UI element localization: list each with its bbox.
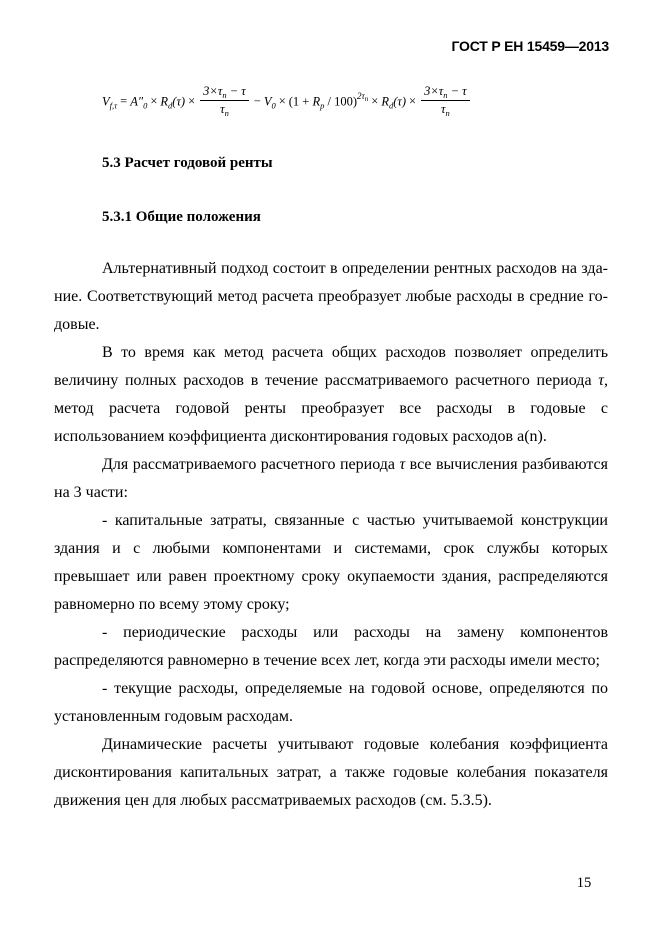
formula-var-rd1-arg: (τ) <box>172 94 186 109</box>
formula-var-v0: V <box>263 94 272 109</box>
fraction-1-denominator: $\tau_n$ <box>220 102 229 118</box>
formula-var-rp-sub: p <box>320 100 325 111</box>
formula-paren-close: / 100) <box>324 94 358 109</box>
document-number: ГОСТ Р ЕН 15459—2013 <box>451 38 609 54</box>
page-number: 15 <box>576 875 592 891</box>
formula-times: × <box>371 94 379 109</box>
paragraph-4-bullet: - капитальные затраты, связанные с частью учитываемой конструкции здания и с любыми компонентами и системами, срок службы которых превышает или равен проектному сроку окупаемости здания, распределяются равномерно по всему этому сроку; <box>54 512 608 613</box>
formula-var-a-sub: 0 <box>143 100 148 111</box>
body-text <box>54 255 608 815</box>
annuity-formula <box>102 86 472 119</box>
formula-var-rd1: R <box>160 94 169 109</box>
formula-times: × <box>409 94 417 109</box>
formula-var-v0-sub: 0 <box>271 100 276 111</box>
paragraph-1: Альтернативный подход состоит в определении рентных расходов на здание. Соответствующий метод расчета преобразует любые расходы в средние годовые. <box>54 260 608 333</box>
formula-var-v: V <box>102 94 110 109</box>
formula-var-rd2-arg: (τ) <box>393 94 407 109</box>
fraction-2-denominator: $\tau_n$ <box>441 102 450 118</box>
formula-var-a: A″ <box>130 94 144 109</box>
fraction-2-numerator: $3\times\tau_n - \tau$ <box>421 84 470 101</box>
formula-var-rp: R <box>312 94 321 109</box>
formula-minus: − <box>253 94 261 109</box>
formula-times: × <box>278 94 286 109</box>
fraction-1-numerator: $3\times\tau_n - \tau$ <box>200 84 249 101</box>
section-heading-5-3-1: 5.3.1 Общие положения <box>102 209 261 225</box>
paragraph-6-bullet: - текущие расходы, определяемые на годовой основе, определяются по установленным годовым расходам. <box>54 680 608 725</box>
fraction-2 <box>421 84 470 117</box>
tau-symbol: τ <box>399 456 406 473</box>
section-heading-5-3: 5.3 Расчет годовой ренты <box>102 155 273 171</box>
formula-exponent: 2τn <box>357 91 369 104</box>
formula-times: × <box>150 94 158 109</box>
formula-equals: = <box>120 94 128 109</box>
tau-symbol: τ <box>598 372 604 389</box>
formula-times: × <box>188 94 196 109</box>
formula-var-rd1-sub: d <box>168 100 173 111</box>
paragraph-3: Для рассматриваемого расчетного периода τ все вычисления разбиваются на 3 части: <box>54 456 609 501</box>
paragraph-2: В то время как метод расчета общих расходов позволяет определить величину полных расходов в течение рассматриваемого расчетного периода τ, метод расчета годовой ренты преобразует все расходы в годовые с использованием коэффициента дисконтирования годовых расходов a(n). <box>54 344 608 445</box>
formula-paren-open: (1 + <box>288 94 313 109</box>
paragraph-5-bullet: - периодические расходы или расходы на замену компонентов распределяются равномерно в течение всех лет, когда эти расходы имели место; <box>54 624 608 669</box>
paragraph-7: Динамические расчеты учитывают годовые колебания коэффициента дисконтирования капитальных затрат, а также годовые колебания показателя движения цен для любых рассматриваемых расходов (см. 5.3.5). <box>54 736 608 809</box>
formula-var-rd2: R <box>381 94 389 109</box>
formula-var-rd2-sub: d <box>388 100 394 111</box>
formula-var-v-sub: f,τ <box>109 100 118 111</box>
fraction-1 <box>200 84 249 117</box>
